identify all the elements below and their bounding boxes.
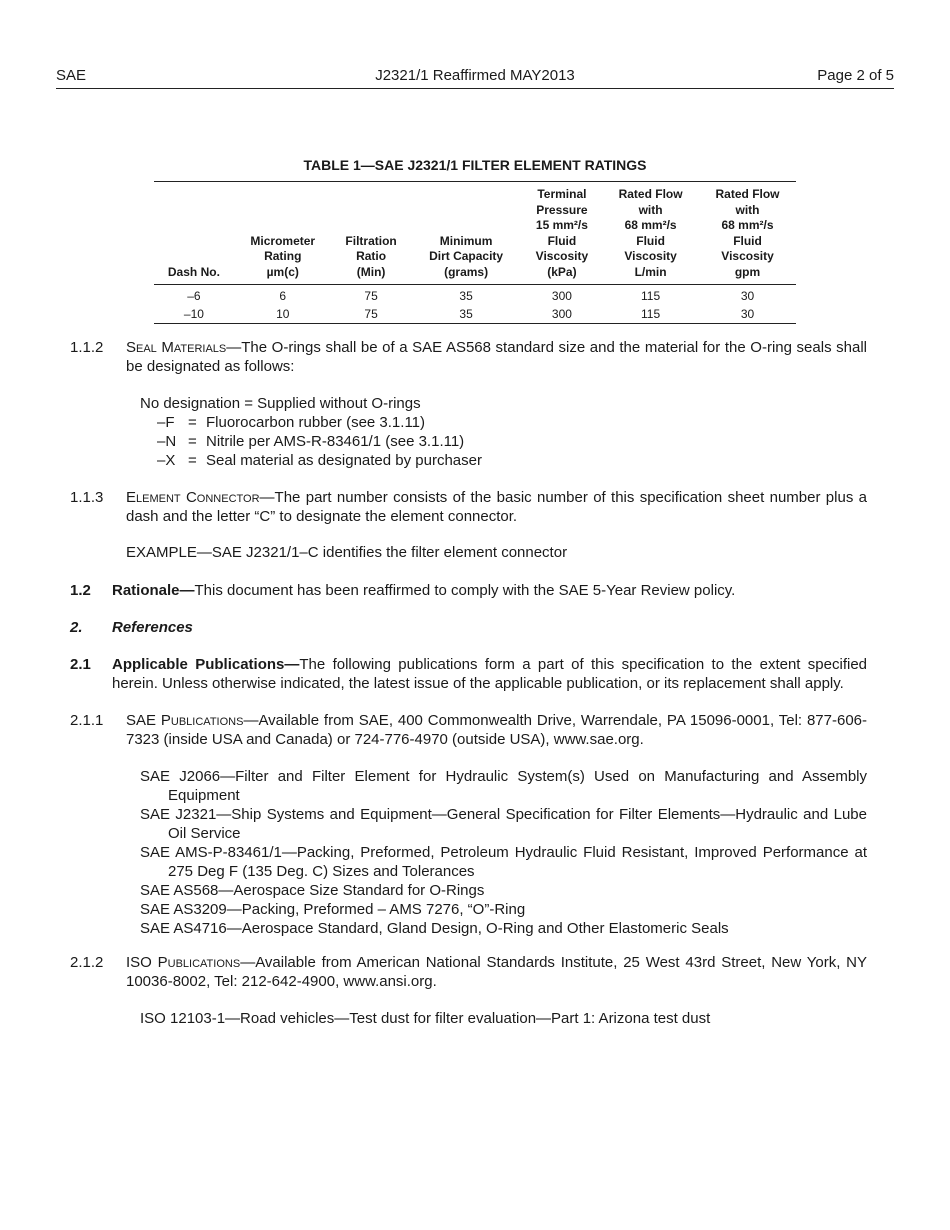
- page-header: [56, 66, 894, 89]
- reference-item: SAE AS4716—Aerospace Standard, Gland Design, O-Ring and Other Elastomeric Seals: [140, 920, 729, 937]
- seal-equals: =: [188, 433, 197, 450]
- table-cell: –10: [154, 306, 234, 324]
- table-row: [154, 285, 796, 306]
- column-header-line: Minimum: [439, 233, 493, 248]
- table-column-header: [699, 182, 796, 285]
- seal-designation-list: [140, 394, 867, 470]
- column-header-line: gpm: [734, 264, 761, 279]
- section-heading: Seal Materials: [126, 339, 227, 356]
- section-text: The following publications form a part of this specification to the extent specified herein. Unless otherwise indicated, the latest issue of the applicable publication, or its replacement shall apply.: [112, 656, 868, 692]
- section-heading: Element Connector: [126, 489, 260, 506]
- table-cell: 115: [641, 289, 661, 303]
- table-column-header: [602, 182, 699, 285]
- section-2-1-2: [70, 953, 867, 991]
- section-text: —Available from SAE, 400 Commonwealth Drive, Warrendale, PA 15096-0001, Tel: 877-606-7323 (inside USA and Canada) or 724-776-4970 (outside USA), www.sae.org.: [126, 712, 868, 748]
- seal-item: [140, 451, 867, 470]
- table-cell: 300: [551, 289, 572, 303]
- header-org: SAE: [56, 67, 87, 84]
- column-header-line: Fluid: [547, 233, 577, 248]
- filter-ratings-table: [154, 181, 796, 324]
- reference-item: SAE AS3209—Packing, Preformed – AMS 7276, “O”-Ring: [140, 901, 526, 918]
- seal-code: –X: [157, 452, 176, 469]
- section-body: [70, 655, 867, 693]
- column-header-line: (grams): [444, 264, 489, 279]
- table-header-row: [154, 182, 796, 285]
- column-header-line: Dash No.: [167, 264, 220, 279]
- section-text: —The O-rings shall be of a SAE AS568 standard size and the material for the O-ring seals shall be designated as follows:: [126, 339, 868, 375]
- table-cell: 35: [459, 289, 473, 303]
- table-column-header: [234, 182, 332, 285]
- reference-item: SAE J2066—Filter and Filter Element for Hydraulic System(s) Used on Manufacturing and Assembly Equipment: [140, 768, 867, 804]
- iso-publication-list: [140, 1009, 867, 1028]
- section-text: —The part number consists of the basic number of this specification sheet number plus a dash and the letter “C” to designate the element connector.: [126, 489, 867, 525]
- sae-publication-list: [140, 767, 867, 938]
- seal-description: Seal material as designated by purchaser: [206, 452, 482, 469]
- reference-item: SAE J2321—Ship Systems and Equipment—General Specification for Filter Elements—Hydraulic and Lube Oil Service: [140, 806, 867, 842]
- seal-equals: =: [188, 452, 197, 469]
- section-number: 1.1.3: [70, 489, 104, 506]
- table-cell: 300: [522, 306, 602, 324]
- section-number: 2.: [70, 619, 83, 636]
- column-header-line: 68 mm²/s: [721, 218, 774, 232]
- section-2: [70, 618, 867, 637]
- section-number: 2.1.1: [70, 712, 104, 729]
- seal-code: –F: [157, 414, 175, 431]
- column-header-line: Micrometer: [250, 233, 316, 248]
- section-text: This document has been reaffirmed to comply with the SAE 5-Year Review policy.: [194, 582, 736, 599]
- table-body: [154, 285, 796, 324]
- section-body: [70, 581, 867, 600]
- table-cell: 115: [602, 306, 699, 324]
- seal-item: [140, 413, 867, 432]
- column-header-line: 15 mm²/s: [535, 218, 588, 232]
- seal-description: Fluorocarbon rubber (see 3.1.11): [206, 414, 426, 431]
- connector-example: EXAMPLE—SAE J2321/1–C identifies the filter element connector: [126, 544, 568, 561]
- seal-items: [140, 413, 867, 470]
- column-header-line: 68 mm²/s: [624, 218, 677, 232]
- seal-description: Nitrile per AMS-R-83461/1 (see 3.1.11): [206, 433, 465, 450]
- column-header-line: Rated Flow: [618, 187, 683, 201]
- table-title: TABLE 1—SAE J2321/1 FILTER ELEMENT RATINGS: [303, 157, 647, 173]
- column-header-line: L/min: [634, 264, 667, 279]
- column-header-line: Filtration: [345, 233, 397, 248]
- seal-equals: =: [188, 414, 197, 431]
- column-header-line: Viscosity: [535, 249, 589, 263]
- column-header-line: with: [638, 202, 663, 217]
- column-header-line: Viscosity: [721, 249, 774, 263]
- column-header-line: (kPa): [547, 264, 577, 279]
- section-1-1-2: [70, 338, 867, 376]
- reference-item: SAE AS568—Aerospace Size Standard for O-Rings: [140, 882, 485, 899]
- column-header-line: Terminal: [537, 187, 587, 201]
- column-header-line: Dirt Capacity: [429, 249, 504, 263]
- section-1-1-3: [70, 488, 867, 526]
- column-header-line: with: [735, 202, 760, 217]
- table-cell: 10: [234, 306, 332, 324]
- column-header-line: Rating: [264, 249, 302, 263]
- section-heading: SAE Publications: [126, 712, 244, 729]
- reference-item: SAE AMS-P-83461/1—Packing, Preformed, Petroleum Hydraulic Fluid Resistant, Improved Performance at 275 Deg F (135 Deg. C) Sizes and Tolerances: [140, 844, 867, 880]
- table-cell: 75: [364, 289, 378, 303]
- section-number: 1.2: [70, 582, 91, 599]
- column-header-line: Rated Flow: [715, 187, 780, 201]
- table-cell: 30: [740, 289, 755, 303]
- table-cell: –6: [187, 289, 201, 303]
- header-page-number: Page 2 of 5: [817, 67, 894, 84]
- column-header-line: Fluid: [636, 233, 665, 248]
- section-heading: References: [112, 619, 193, 636]
- section-1-2: [70, 581, 867, 600]
- table-column-header: [332, 182, 411, 285]
- section-body: [70, 711, 867, 749]
- section-body: [70, 488, 867, 526]
- table-column-header: [522, 182, 602, 285]
- table-cell: 30: [699, 306, 796, 324]
- header-doc-id: J2321/1 Reaffirmed MAY2013: [375, 67, 575, 84]
- column-header-line: (Min): [356, 264, 386, 279]
- column-header-line: µm(c): [266, 264, 299, 279]
- section-2-1-1: [70, 711, 867, 749]
- no-designation-line: No designation = Supplied without O-rings: [140, 395, 421, 412]
- table-column-header: [154, 182, 234, 285]
- column-header-line: Fluid: [733, 233, 762, 248]
- section-text: —Available from American National Standards Institute, 25 West 43rd Street, New York, NY 10036-8002, Tel: 212-642-4900, www.ansi.org.: [126, 954, 868, 990]
- section-number: 2.1: [70, 656, 91, 673]
- column-header-line: Pressure: [536, 202, 588, 217]
- section-heading: Rationale—: [112, 582, 195, 599]
- section-heading: Applicable Publications—: [112, 656, 300, 673]
- section-number: 2.1.2: [70, 954, 104, 971]
- table-row: [154, 306, 796, 324]
- section-heading: ISO Publications: [126, 954, 241, 971]
- table-column-header: [411, 182, 522, 285]
- column-header-line: Ratio: [356, 249, 387, 263]
- table-cell: 6: [279, 289, 287, 303]
- section-body: [70, 953, 867, 991]
- section-2-1: [70, 655, 867, 693]
- column-header-line: Viscosity: [624, 249, 677, 263]
- table-cell: 35: [411, 306, 522, 324]
- section-number: 1.1.2: [70, 339, 104, 356]
- section-body: [70, 338, 867, 376]
- seal-item: [140, 432, 867, 451]
- seal-code: –N: [157, 433, 177, 450]
- table-cell: 75: [332, 306, 411, 324]
- reference-item: ISO 12103-1—Road vehicles—Test dust for filter evaluation—Part 1: Arizona test dust: [140, 1010, 711, 1027]
